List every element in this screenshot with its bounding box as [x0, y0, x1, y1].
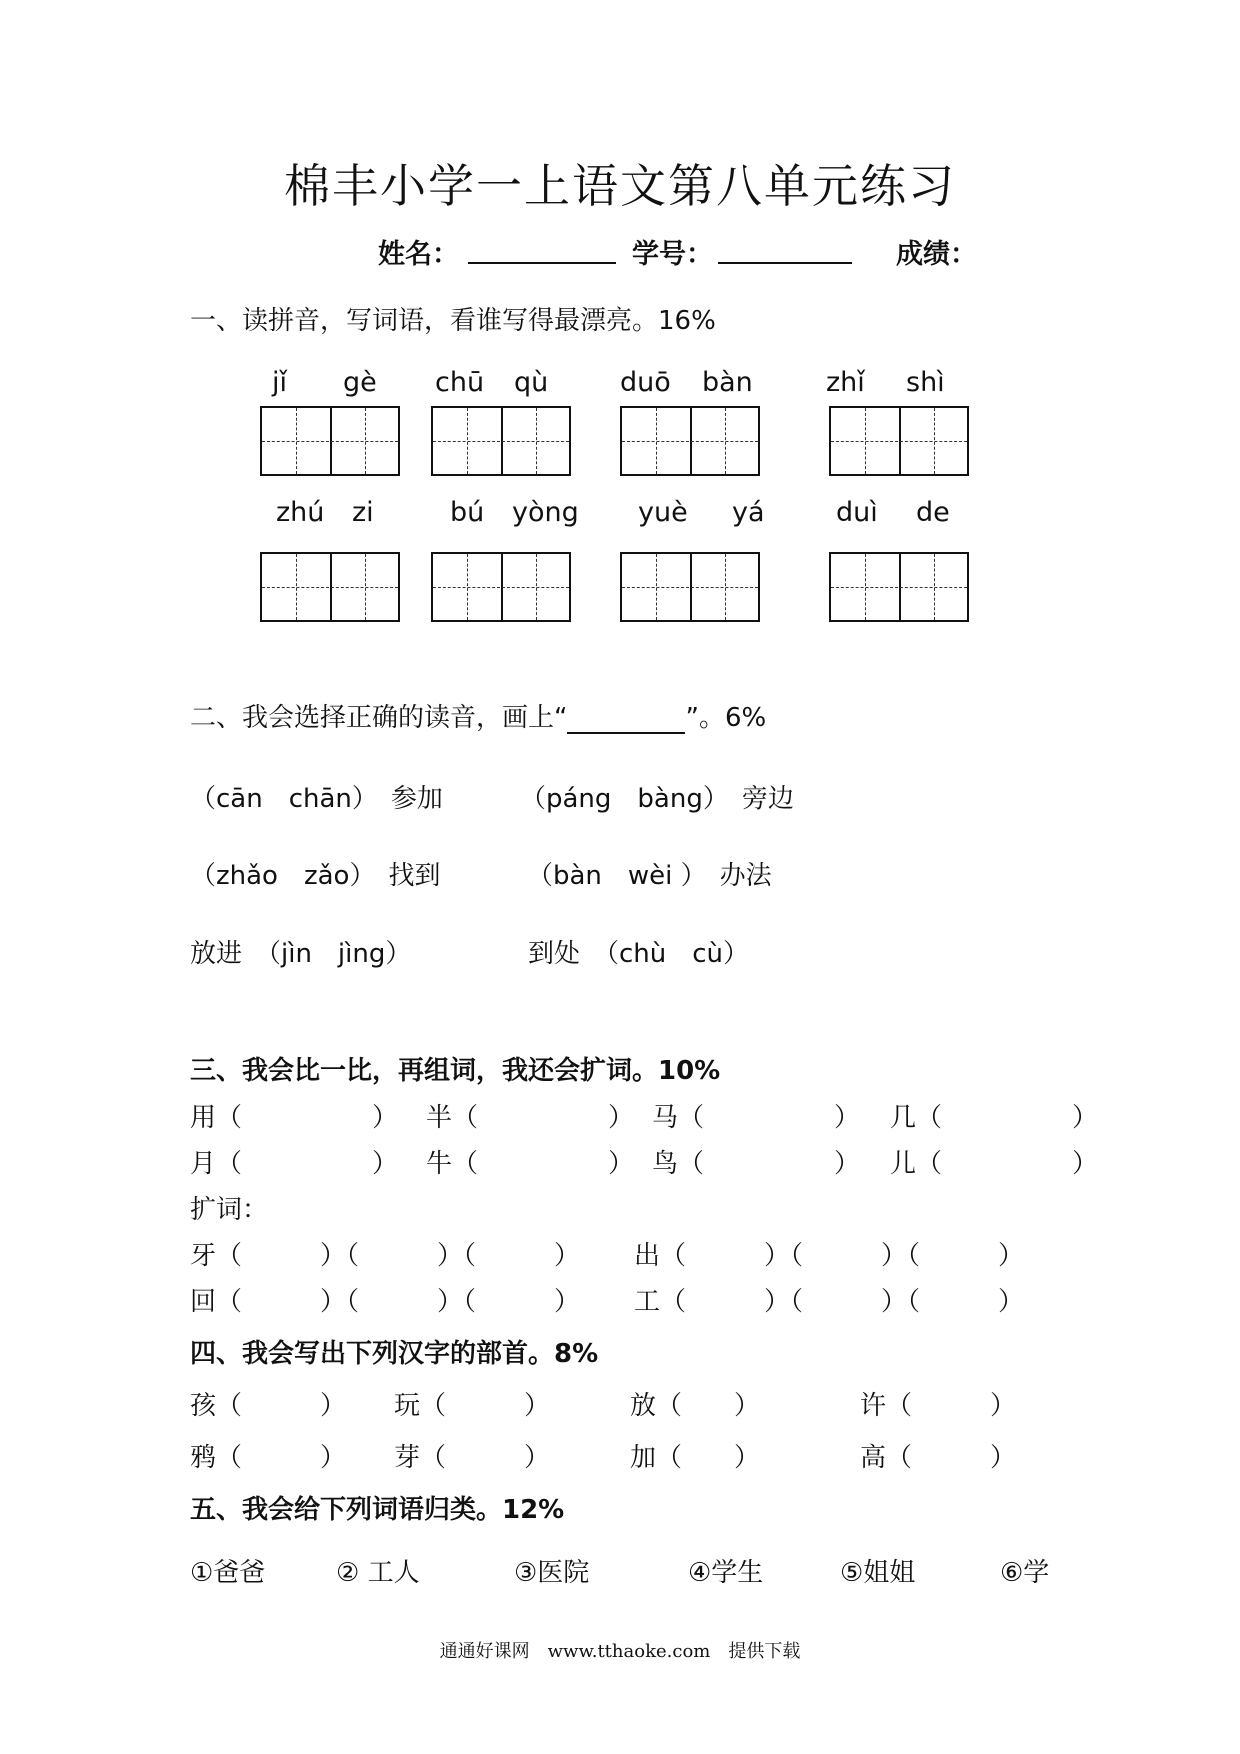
pinyin: bàn: [702, 367, 753, 398]
word-item: ①爸爸: [190, 1558, 266, 1588]
answer-paren[interactable]: （ ）: [452, 1149, 635, 1179]
answer-paren[interactable]: （ ）: [656, 1443, 761, 1473]
answer-paren[interactable]: （ ）: [886, 1443, 1017, 1473]
name-blank[interactable]: [468, 236, 616, 264]
writing-grid[interactable]: [431, 552, 571, 622]
pinyin: gè: [343, 367, 377, 398]
pinyin: zhú: [276, 497, 325, 528]
expand-char: 出: [634, 1241, 661, 1271]
answer-paren[interactable]: （ ）: [916, 1103, 1099, 1133]
writing-grid[interactable]: [260, 552, 400, 622]
answer-paren[interactable]: （ ）: [216, 1103, 399, 1133]
footer-credit: 通通好课网 www.tthaoke.com 提供下载: [439, 1641, 801, 1662]
radical-char: 许: [860, 1391, 887, 1421]
answer-paren[interactable]: （ ）（ ）（ ）: [216, 1287, 581, 1317]
pinyin: chū: [435, 367, 485, 398]
pinyin: yá: [732, 497, 765, 528]
radical-char: 芽: [394, 1443, 421, 1473]
answer-paren[interactable]: （ ）: [916, 1149, 1099, 1179]
expand-char: 牙: [190, 1241, 217, 1271]
answer-paren[interactable]: （ ）: [886, 1391, 1017, 1421]
writing-grid[interactable]: [829, 552, 969, 622]
reading-item[interactable]: （zhǎo zǎo） 找到: [190, 861, 441, 891]
compare-char: 几: [890, 1103, 917, 1133]
pinyin: yòng: [512, 497, 579, 528]
answer-paren[interactable]: （ ）: [656, 1391, 761, 1421]
word-item: ④学生: [688, 1558, 764, 1588]
word-item: ③医院: [514, 1558, 590, 1588]
pinyin: duì: [836, 497, 878, 528]
compare-char: 牛: [426, 1149, 453, 1179]
number-blank[interactable]: [718, 236, 852, 264]
section-3-heading: 三、我会比一比，再组词，我还会扩词。10%: [190, 1056, 721, 1086]
page-title: 棉丰小学一上语文第八单元练习: [284, 159, 956, 213]
expand-char: 工: [634, 1287, 661, 1317]
number-label: 学号：: [632, 239, 713, 270]
answer-paren[interactable]: （ ）: [420, 1391, 551, 1421]
radical-char: 鸦: [190, 1443, 217, 1473]
compare-char: 鸟: [652, 1149, 679, 1179]
compare-char: 半: [426, 1103, 453, 1133]
word-item: ② 工人: [336, 1558, 420, 1588]
writing-grid[interactable]: [620, 406, 760, 476]
radical-char: 加: [630, 1443, 657, 1473]
section-2-heading: [190, 697, 766, 734]
section-2-heading-post: ”。6%: [685, 703, 767, 733]
pinyin: jǐ: [272, 367, 288, 398]
reading-item[interactable]: （bàn wèi ） 办法: [527, 861, 772, 891]
pinyin: zi: [352, 497, 374, 528]
answer-paren[interactable]: （ ）: [216, 1149, 399, 1179]
pinyin: de: [916, 497, 950, 528]
answer-paren[interactable]: （ ）（ ）（ ）: [660, 1287, 1025, 1317]
pinyin: bú: [450, 497, 485, 528]
pinyin: duō: [620, 367, 671, 398]
section-2-heading-pre: 二、我会选择正确的读音，画上“: [190, 703, 568, 733]
section-1-heading: 一、读拼音，写词语，看谁写得最漂亮。16%: [190, 306, 716, 336]
name-label: 姓名：: [378, 239, 459, 270]
writing-grid[interactable]: [620, 552, 760, 622]
answer-paren[interactable]: （ ）: [452, 1103, 635, 1133]
underline-sample: [567, 710, 685, 734]
reading-item[interactable]: （cān chān） 参加: [190, 784, 443, 814]
section-5-heading: 五、我会给下列词语归类。12%: [190, 1495, 565, 1525]
pinyin: qù: [514, 367, 549, 398]
expand-label: 扩词：: [190, 1195, 269, 1225]
answer-paren[interactable]: （ ）（ ）（ ）: [216, 1241, 581, 1271]
expand-char: 回: [190, 1287, 217, 1317]
pinyin: zhǐ: [826, 367, 865, 398]
answer-paren[interactable]: （ ）: [216, 1391, 347, 1421]
pinyin: shì: [906, 367, 945, 398]
word-item: ⑤姐姐: [840, 1558, 916, 1588]
answer-paren[interactable]: （ ）: [678, 1149, 861, 1179]
compare-char: 马: [652, 1103, 679, 1133]
word-item: ⑥学: [1000, 1558, 1050, 1588]
compare-char: 月: [190, 1149, 217, 1179]
section-4-heading: 四、我会写出下列汉字的部首。8%: [190, 1339, 599, 1369]
pinyin: yuè: [638, 497, 688, 528]
score-label: 成绩：: [896, 239, 977, 270]
compare-char: 儿: [890, 1149, 917, 1179]
radical-char: 放: [630, 1391, 657, 1421]
reading-item[interactable]: （páng bàng） 旁边: [520, 784, 794, 814]
writing-grid[interactable]: [829, 406, 969, 476]
answer-paren[interactable]: （ ）: [216, 1443, 347, 1473]
reading-item[interactable]: 到处 （chù cù）: [528, 939, 750, 969]
answer-paren[interactable]: （ ）: [678, 1103, 861, 1133]
compare-char: 用: [190, 1103, 217, 1133]
writing-grid[interactable]: [431, 406, 571, 476]
reading-item[interactable]: 放进 （jìn jìng）: [190, 939, 412, 969]
radical-char: 玩: [394, 1391, 421, 1421]
radical-char: 高: [860, 1443, 887, 1473]
answer-paren[interactable]: （ ）（ ）（ ）: [660, 1241, 1025, 1271]
writing-grid[interactable]: [260, 406, 400, 476]
answer-paren[interactable]: （ ）: [420, 1443, 551, 1473]
radical-char: 孩: [190, 1391, 217, 1421]
